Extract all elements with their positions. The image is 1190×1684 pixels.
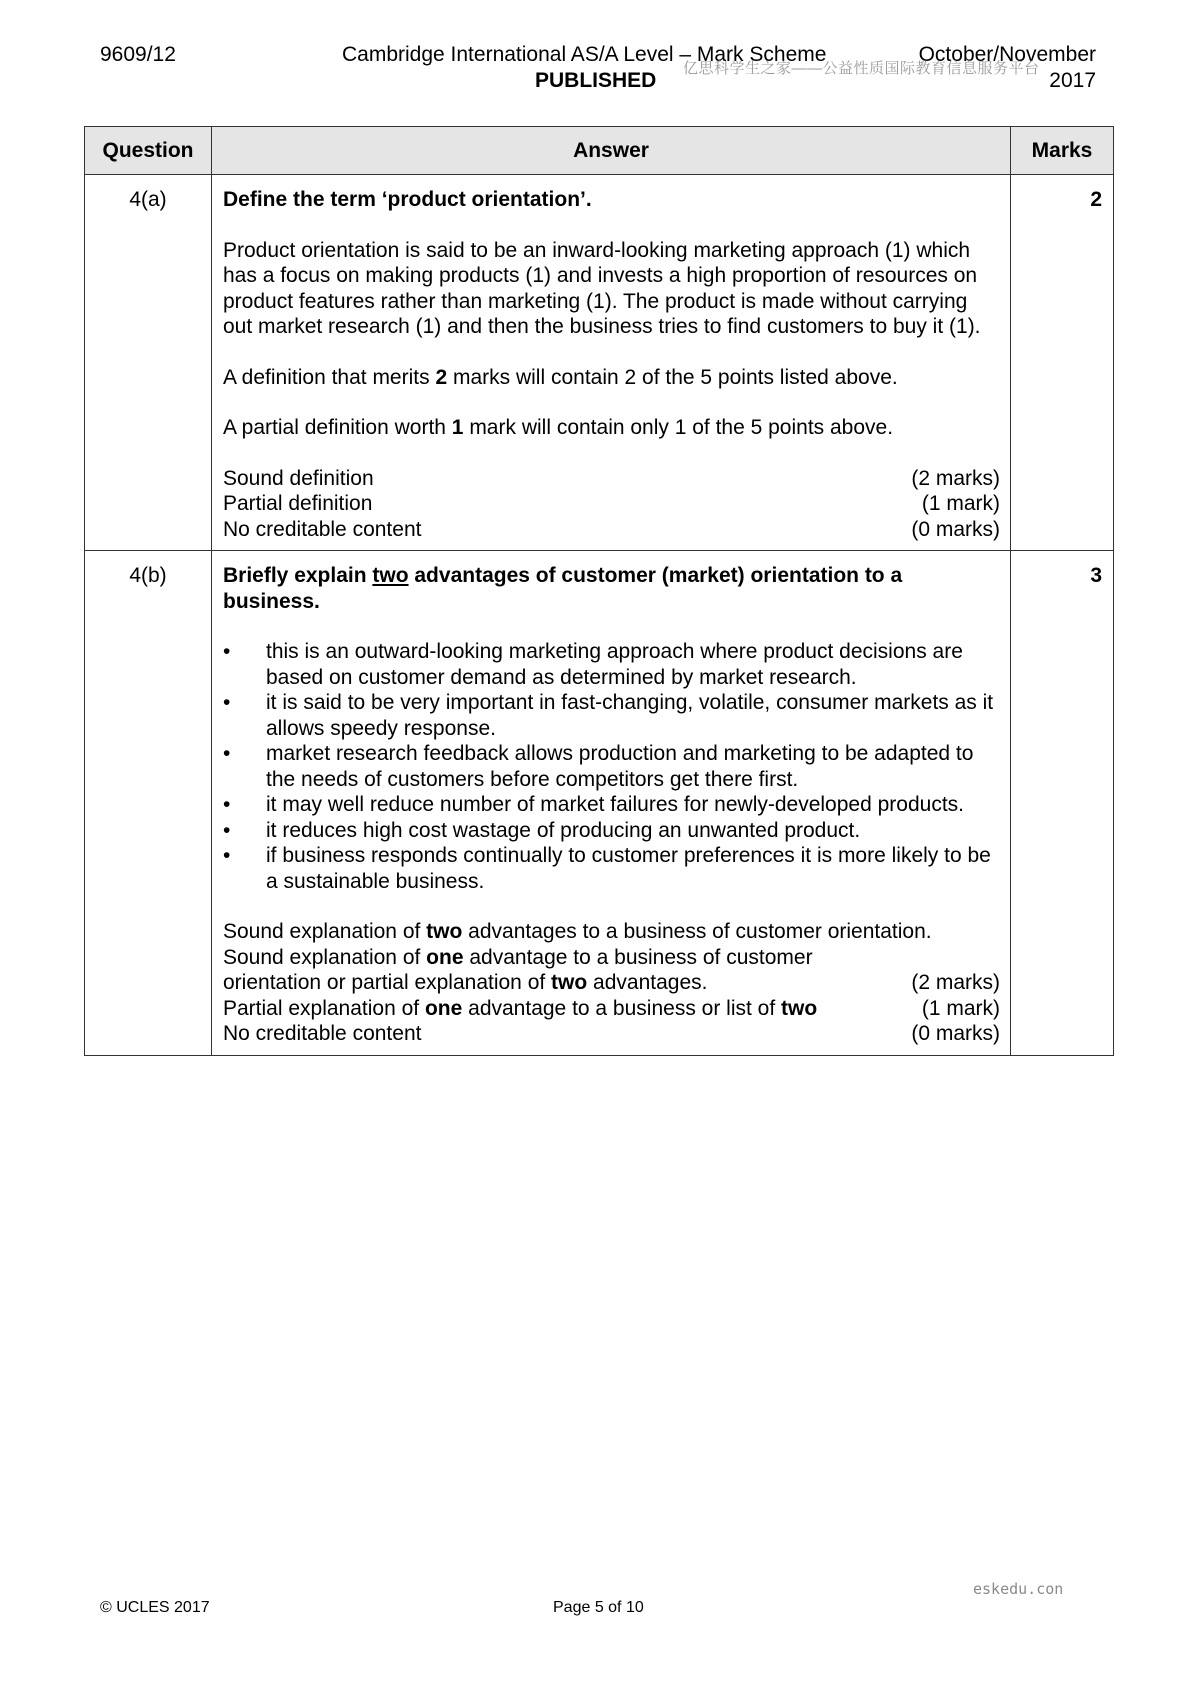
marking-note: A partial definition worth 1 mark will contain only 1 of the 5 points above. <box>223 416 894 439</box>
question-column-header: Question <box>85 127 212 175</box>
site-watermark: eskedu.con <box>973 1580 1064 1598</box>
document-title: Cambridge International AS/A Level – Mark Scheme <box>342 43 827 66</box>
mark-level-line: Sound explanation of two advantages to a business of customer orientation. <box>223 920 932 943</box>
published-label: PUBLISHED <box>535 69 657 92</box>
list-item: • it is said to be very important in fast-changing, volatile, consumer markets as it allows speedy response. <box>223 691 994 740</box>
mark-level-row: Sound definition (2 marks) <box>223 466 1000 490</box>
list-item: • if business responds continually to customer preferences it is more likely to be a sustainable business. <box>223 844 991 893</box>
marking-note: A definition that merits 2 marks will contain 2 of the 5 points listed above. <box>223 365 898 389</box>
question-prompt: Define the term ‘product orientation’. <box>223 188 592 211</box>
mark-level-row: No creditable content (0 marks) <box>223 517 1000 541</box>
list-item: • this is an outward-looking marketing approach where product decisions are based on customer demand as determined by market research. <box>223 640 963 689</box>
mark-level-row: orientation or partial explanation of two advantages. (2 marks) <box>223 971 1000 994</box>
mark-level-line: Sound explanation of one advantage to a business of customer <box>223 945 813 969</box>
page-number: Page 5 of 10 <box>553 1599 644 1616</box>
copyright: © UCLES 2017 <box>100 1599 210 1616</box>
list-item: • it reduces high cost wastage of producing an unwanted product. <box>223 818 861 842</box>
marks-value: 3 <box>1011 551 1114 1056</box>
watermark: 亿思科学生之家——公益性质国际教育信息服务平台 <box>683 60 1040 77</box>
answer-cell <box>212 551 1011 1056</box>
exam-session: October/November <box>918 43 1096 66</box>
question-number: 4(b) <box>85 551 212 1056</box>
answer-cell <box>212 175 1011 551</box>
list-item: • market research feedback allows production and marketing to be adapted to the needs of customers before competitors get there first. <box>223 742 974 791</box>
table-row-4a <box>85 175 1114 551</box>
marks-value: 2 <box>1011 175 1114 551</box>
question-number: 4(a) <box>85 175 212 551</box>
mark-level-row: Partial explanation of one advantage to a business or list of two (1 mark) <box>223 996 1000 1020</box>
paper-code: 9609/12 <box>100 43 176 66</box>
exam-year: 2017 <box>1049 69 1096 92</box>
mark-level-row: Partial definition (1 mark) <box>223 492 1000 515</box>
mark-scheme-table <box>84 126 1114 1056</box>
table-row-4b <box>85 551 1114 1056</box>
bullet-list <box>223 639 1000 894</box>
mark-level-row: No creditable content (0 marks) <box>223 1022 1000 1045</box>
answer-column-header: Answer <box>212 127 1011 175</box>
answer-paragraph: Product orientation is said to be an inward-looking marketing approach (1) which has a focus on making products (1) and invests a high proportion of resources on product features rather than marketing (1). The product is made without carrying out market research (1) and then the business tries to find customers to buy it (1). <box>223 238 981 338</box>
table-header-row <box>85 127 1114 175</box>
marks-column-header: Marks <box>1011 127 1114 175</box>
list-item: • it may well reduce number of market failures for newly-developed products. <box>223 793 964 816</box>
question-prompt: Briefly explain two advantages of customer (market) orientation to a business. <box>223 564 903 613</box>
